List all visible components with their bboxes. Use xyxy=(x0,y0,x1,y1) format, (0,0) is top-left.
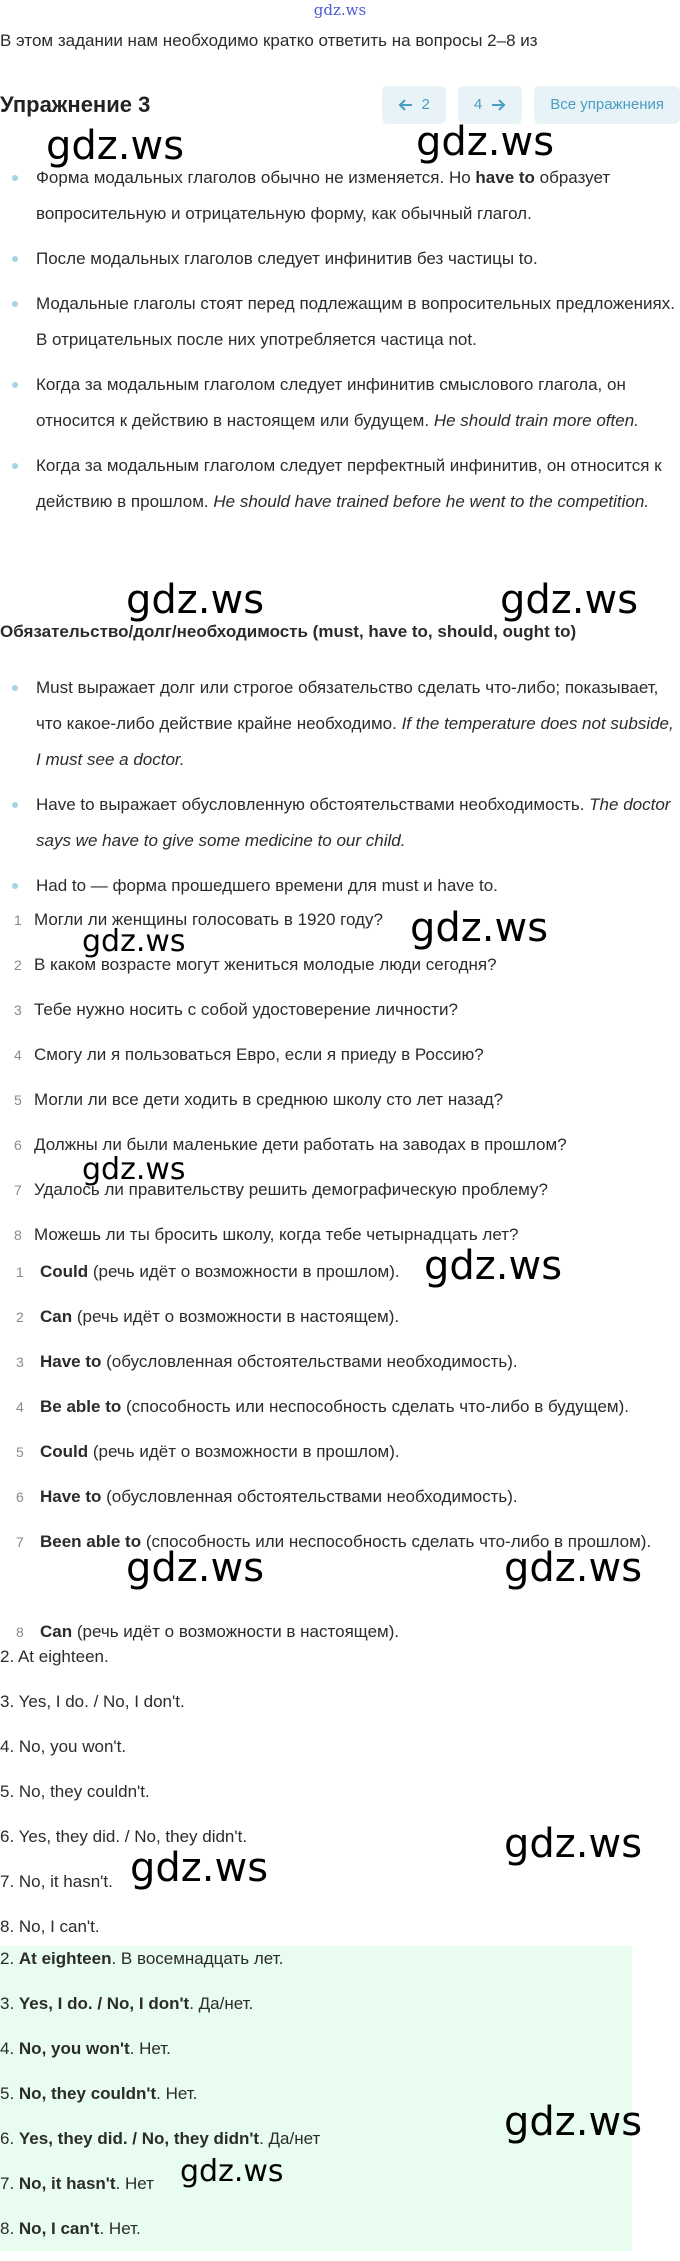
watermark: gdz.ws xyxy=(126,577,265,623)
all-exercises-button[interactable]: Все упражнения xyxy=(534,86,680,124)
exercise-title: Упражнение 3 xyxy=(0,92,151,117)
list-item: 4 Be able to (способность или неспособность сделать что-либо в будущем). xyxy=(16,1397,629,1416)
arrow-left-icon xyxy=(398,97,414,113)
answer-line: 8. No, I can't. xyxy=(0,1917,100,1936)
watermark: gdz.ws xyxy=(126,1545,265,1591)
rule-item: Форма модальных глаголов обычно не изменяется. Но have to образует вопросительную и отрицательную форму, как обычный глагол. xyxy=(0,160,680,232)
watermark: gdz.ws xyxy=(82,1152,186,1187)
intro-text: В этом задании нам необходимо кратко ответить на вопросы 2–8 из xyxy=(0,31,538,50)
list-item: 7 Been able to (способность или неспособность сделать что-либо в прошлом). xyxy=(16,1532,652,1551)
rule-item: Had to — форма прошедшего времени для must и have to. xyxy=(0,868,680,904)
answer-line: 7. No, it hasn't. Нет xyxy=(0,2174,154,2193)
watermark: gdz.ws xyxy=(416,119,555,165)
answer-line: 5. No, they couldn't. xyxy=(0,1782,150,1801)
watermark: gdz.ws xyxy=(504,1821,643,1867)
answer-line: 2. At eighteen. xyxy=(0,1647,109,1666)
answer-line: 7. No, it hasn't. xyxy=(0,1872,113,1891)
list-item: 1 Могли ли женщины голосовать в 1920 году? xyxy=(14,910,383,929)
answer-line: 6. Yes, they did. / No, they didn't. xyxy=(0,1827,248,1846)
watermark: gdz.ws xyxy=(500,577,639,623)
rule-item: Когда за модальным глаголом следует инфинитив смыслового глагола, он относится к действию в настоящем или будущем. He should train more often. xyxy=(0,367,680,439)
answer-line: 4. No, you won't. Нет. xyxy=(0,2039,171,2058)
list-item: 6 Должны ли были маленькие дети работать на заводах в прошлом? xyxy=(14,1135,567,1154)
list-item: 5 Могли ли все дети ходить в среднюю школу сто лет назад? xyxy=(14,1090,504,1109)
site-logo[interactable]: gdz.ws xyxy=(313,1,367,19)
answer-line: 8. No, I can't. Нет. xyxy=(0,2219,141,2238)
watermark: gdz.ws xyxy=(504,2099,643,2145)
watermark: gdz.ws xyxy=(130,1845,269,1891)
watermark: gdz.ws xyxy=(424,1243,563,1289)
arrow-right-icon xyxy=(490,97,506,113)
watermark: gdz.ws xyxy=(410,905,549,951)
watermark: gdz.ws xyxy=(46,123,185,169)
modal-answers-list xyxy=(0,1258,680,1663)
watermark: gdz.ws xyxy=(180,2154,284,2189)
answer-line: 6. Yes, they did. / No, they didn't. Да/нет xyxy=(0,2129,321,2148)
section-heading: Обязательство/долг/необходимость (must, have to, should, ought to) xyxy=(0,622,577,641)
prev-exercise-label: 2 xyxy=(421,96,430,113)
next-exercise-label: 4 xyxy=(473,96,483,113)
watermark: gdz.ws xyxy=(504,1545,643,1591)
list-item: 3 Тебе нужно носить с собой удостоверение личности? xyxy=(14,1000,458,1019)
rule-item: Must выражает долг или строгое обязательство сделать что-либо; показывает, что какое-либо действие крайне необходимо. If the temperature does not subside, I must see a doctor. xyxy=(0,670,680,778)
list-item: 8 Can (речь идёт о возможности в настоящем). xyxy=(16,1622,400,1641)
answer-line: 5. No, they couldn't. Нет. xyxy=(0,2084,198,2103)
list-item: 4 Смогу ли я пользоваться Евро, если я приеду в Россию? xyxy=(14,1045,484,1064)
answer-line: 4. No, you won't. xyxy=(0,1737,127,1756)
list-item: 2 В каком возрасте могут жениться молодые люди сегодня? xyxy=(14,955,497,974)
list-item: 8 Можешь ли ты бросить школу, когда тебе четырнадцать лет? xyxy=(14,1225,519,1244)
list-item: 2 Can (речь идёт о возможности в настоящем). xyxy=(16,1307,400,1326)
answer-line: 3. Yes, I do. / No, I don't. xyxy=(0,1692,185,1711)
answer-line: 2. At eighteen. В восемнадцать лет. xyxy=(0,1949,284,1968)
short-answers xyxy=(0,1644,680,1959)
list-item: 5 Could (речь идёт о возможности в прошлом). xyxy=(16,1442,400,1461)
modal-rules-list xyxy=(0,160,680,529)
rule-item: Когда за модальным глаголом следует перфектный инфинитив, он относится к действию в прошлом. He should have trained before he went to the competition. xyxy=(0,448,680,520)
obligation-rules-list xyxy=(0,670,680,913)
list-item: 7 Удалось ли правительству решить демографическую проблему? xyxy=(14,1180,548,1199)
list-item: 3 Have to (обусловленная обстоятельствами необходимость). xyxy=(16,1352,518,1371)
list-item: 1 Could (речь идёт о возможности в прошлом). xyxy=(16,1262,400,1281)
list-item: 6 Have to (обусловленная обстоятельствами необходимость). xyxy=(16,1487,518,1506)
rule-item: Have to выражает обусловленную обстоятельствами необходимость. The doctor says we have to give some medicine to our child. xyxy=(0,787,680,859)
rule-item: После модальных глаголов следует инфинитив без частицы to. xyxy=(0,241,680,277)
answer-line: 3. Yes, I do. / No, I don't. Да/нет. xyxy=(0,1994,254,2013)
rule-item: Модальные глаголы стоят перед подлежащим в вопросительных предложениях. В отрицательных после них употребляется частица not. xyxy=(0,286,680,358)
watermark: gdz.ws xyxy=(82,924,186,959)
